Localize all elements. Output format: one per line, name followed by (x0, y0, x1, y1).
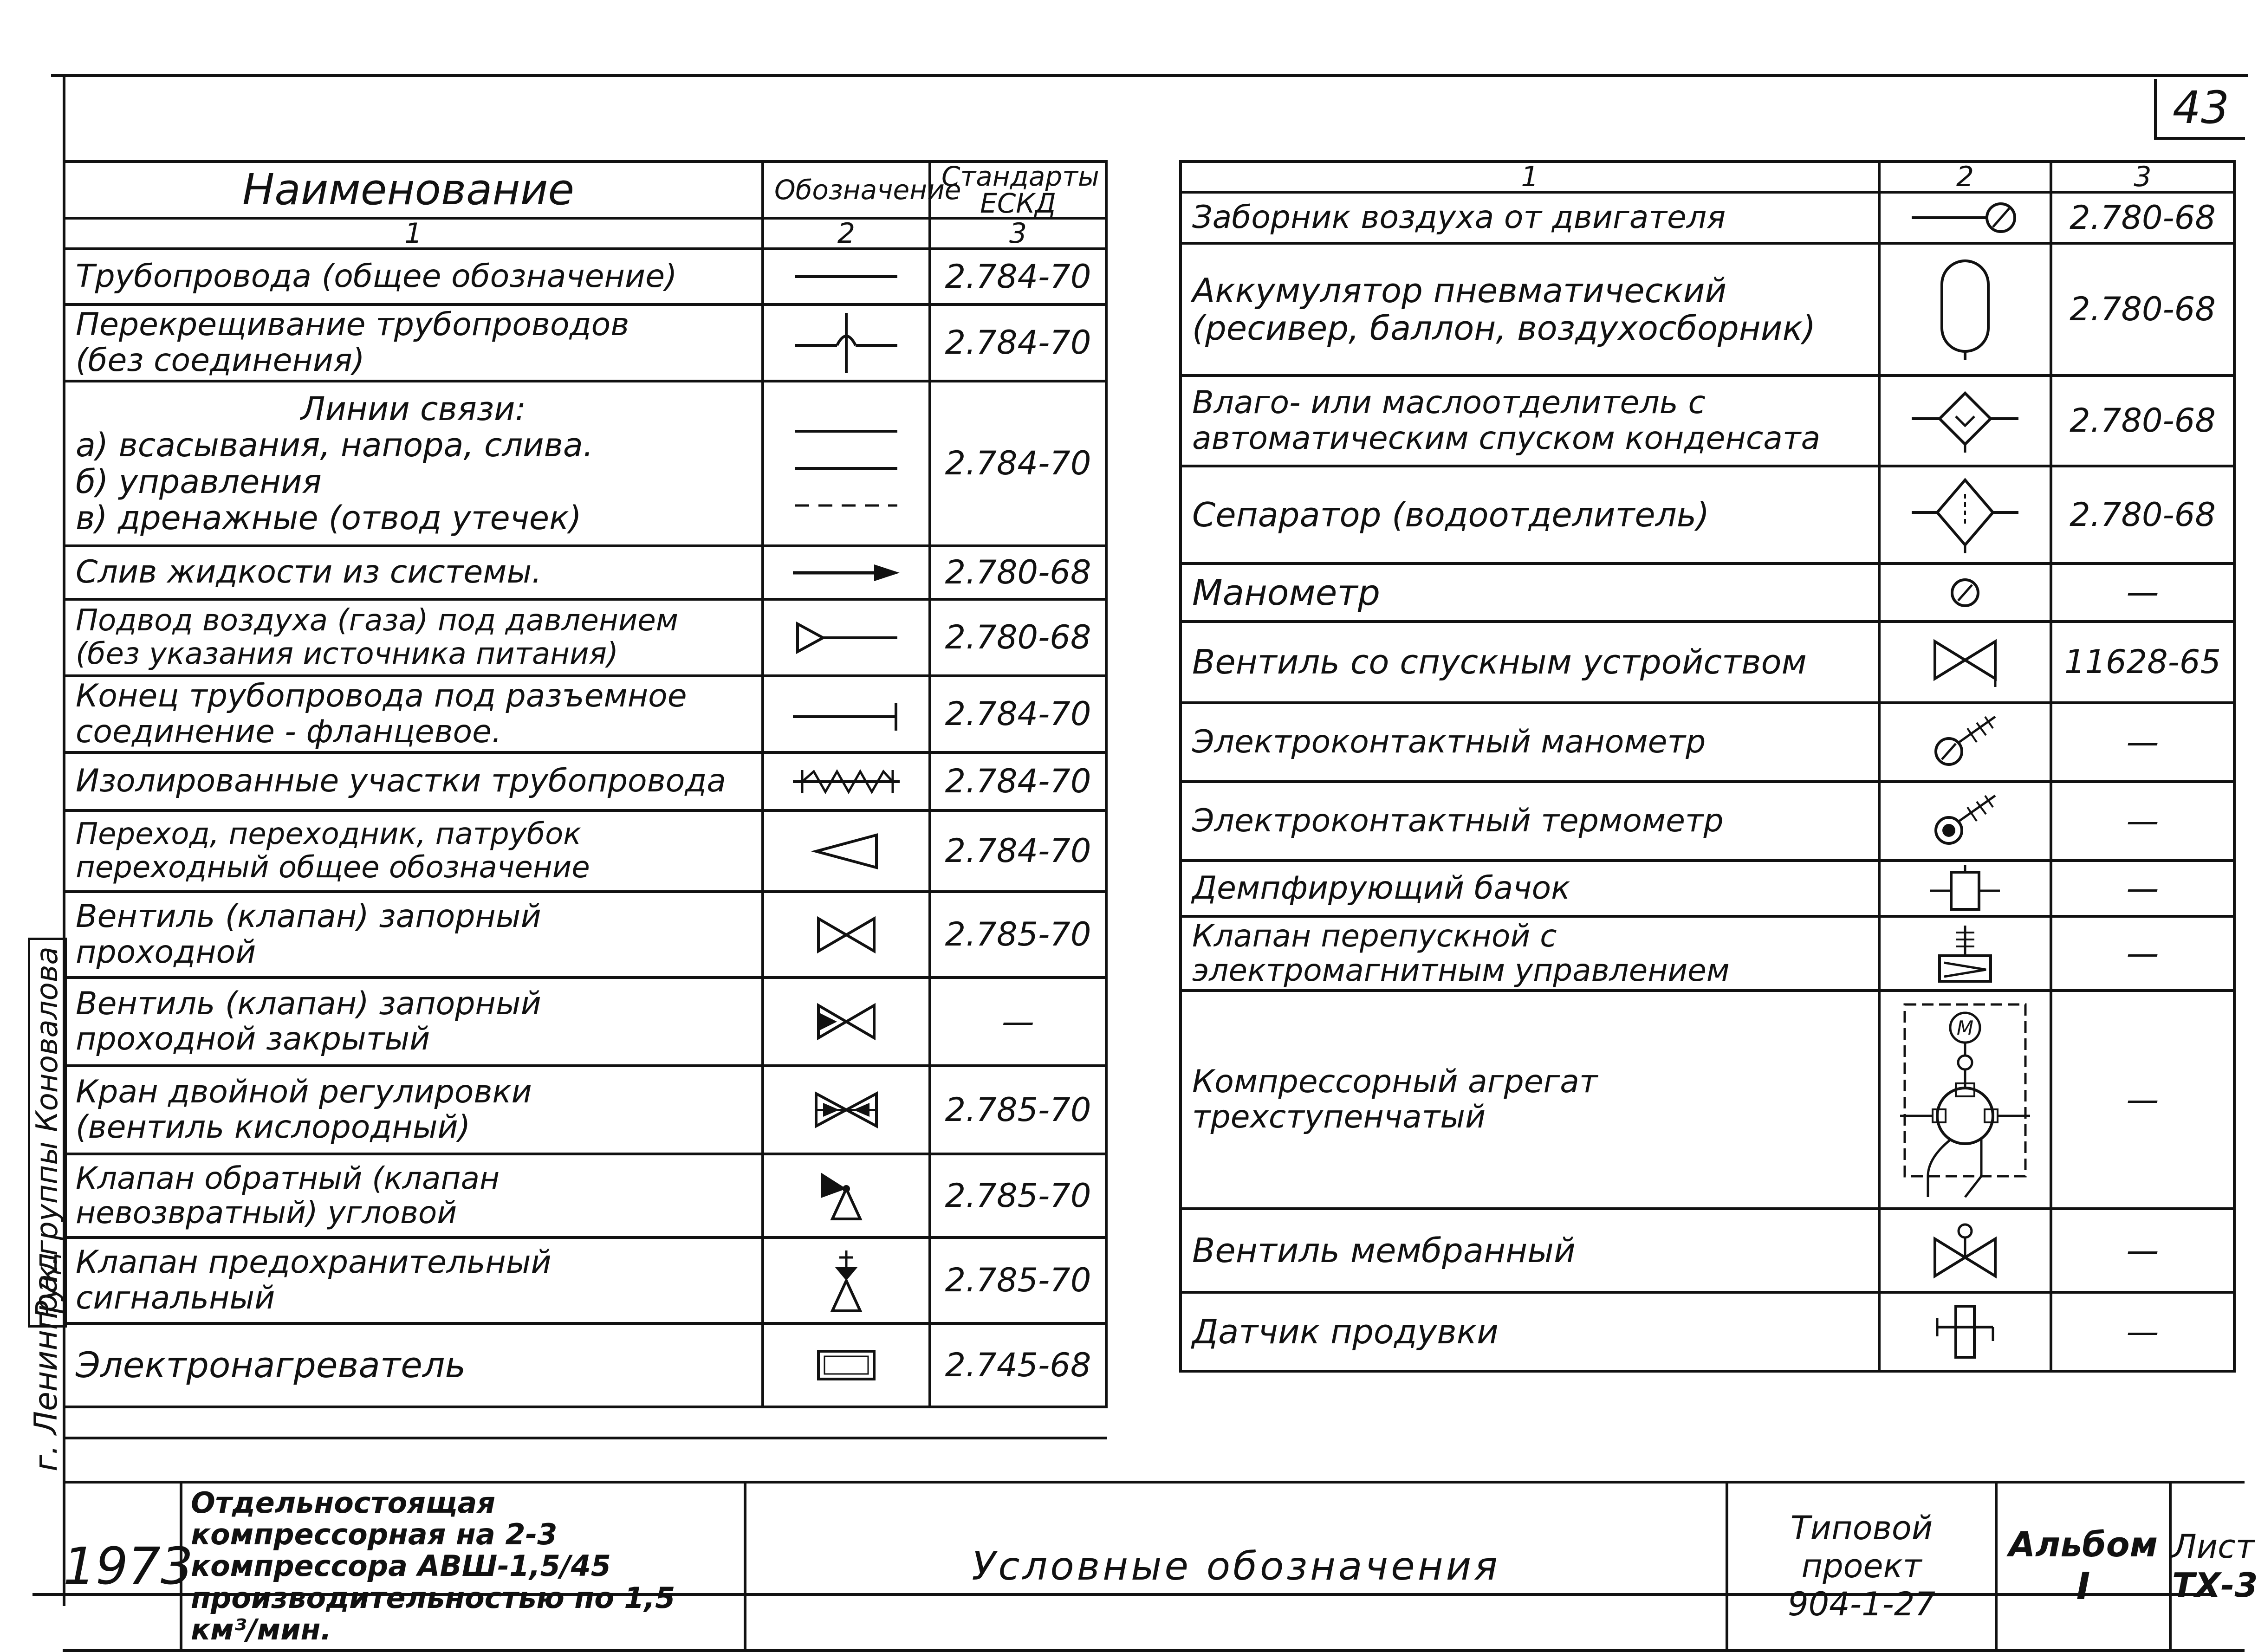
row-name: Клапан перепускной с электромагнитным управлением (1181, 916, 1879, 991)
table-row (64, 892, 1106, 978)
row-name: Слив жидкости из системы. (64, 546, 763, 599)
line-symbol (763, 249, 930, 304)
table-row (1181, 991, 2234, 1209)
album-number: I (2076, 1564, 2090, 1608)
row-standard: — (2051, 703, 2234, 782)
table-row (64, 1066, 1106, 1154)
stamp-typical-project (1727, 1482, 1996, 1651)
row-standard: 2.780-68 (2051, 376, 2234, 466)
valve-symbol (763, 892, 930, 978)
row-name: Переход, переходник, патрубок переходный общее обозначение (64, 810, 763, 892)
row-standard: — (2051, 1292, 2234, 1371)
intake-symbol (1879, 192, 2051, 243)
table-row (1181, 564, 2234, 622)
header-standard: Стандарты ЕСКД (930, 162, 1106, 218)
row-name: Сепаратор (водоотделитель) (1181, 466, 1879, 564)
row-name: Конец трубопровода под разъемное соединение - фланцевое. (64, 676, 763, 752)
name-line-c: в) дренажные (отвод утечек) (76, 499, 582, 537)
gauge-symbol (1879, 564, 2051, 622)
heater-symbol (763, 1323, 930, 1407)
table-row (1181, 192, 2234, 243)
colnum-2: 2 (1879, 162, 2051, 192)
stamp-sheet (2170, 1482, 2258, 1651)
row-standard: — (2051, 782, 2234, 861)
row-name (64, 381, 763, 546)
colnum-3: 3 (930, 218, 1106, 249)
stamp-title: Условные обозначения (745, 1482, 1727, 1651)
row-name: Влаго- или маслоотделитель с автоматическим спуском конденсата (1181, 376, 1879, 466)
row-name: Перекрещивание трубопроводов (без соединения) (64, 304, 763, 381)
typical-number: 904-1-27 (1788, 1585, 1935, 1624)
table-row (1181, 782, 2234, 861)
row-standard: 2.784-70 (930, 249, 1106, 304)
row-name: Вентиль (клапан) запорный проходной (64, 892, 763, 978)
separator-symbol (1879, 466, 2051, 564)
valve-closed-symbol (763, 978, 930, 1066)
row-standard: 2.784-70 (930, 304, 1106, 381)
name-line-b: б) управления (76, 462, 322, 501)
table-row (64, 978, 1106, 1066)
receiver-symbol (1879, 243, 2051, 376)
table-row (1181, 622, 2234, 703)
row-name: Демпфирующий бачок (1181, 861, 1879, 916)
right-colnum-row (1181, 162, 2234, 192)
colnum-1: 1 (1181, 162, 1879, 192)
table-row (1181, 1209, 2234, 1292)
header-symbol: Обозначение (763, 162, 930, 218)
row-name: Вентиль (клапан) запорный проходной закрытый (64, 978, 763, 1066)
valve-drain-symbol (1879, 622, 2051, 703)
safety-symbol (763, 1237, 930, 1323)
purge-symbol (1879, 1292, 2051, 1371)
row-standard: 2.785-70 (930, 892, 1106, 978)
title-block (63, 1481, 2258, 1652)
svg-text:M: M (1956, 1017, 1974, 1039)
row-standard: 2.780-68 (930, 599, 1106, 676)
crossing-symbol (763, 304, 930, 381)
table-row (64, 381, 1106, 546)
row-standard: 2.780-68 (2051, 192, 2234, 243)
row-name: Электронагреватель (64, 1323, 763, 1407)
row-name: Датчик продувки (1181, 1292, 1879, 1371)
el-gauge-symbol (1879, 703, 2051, 782)
row-name: Аккумулятор пневматический (ресивер, баллон, воздухосборник) (1181, 243, 1879, 376)
content-divider (63, 1437, 1107, 1439)
left-colnum-row (64, 218, 1106, 249)
row-standard: 2.785-70 (930, 1066, 1106, 1154)
table-row (64, 810, 1106, 892)
table-row (64, 1323, 1106, 1407)
stamp-album (1996, 1482, 2170, 1651)
row-name: Кран двойной регулировки (вентиль кислородный) (64, 1066, 763, 1154)
colnum-2: 2 (763, 218, 930, 249)
row-name: Заборник воздуха от двигателя (1181, 192, 1879, 243)
row-name: Подвод воздуха (газа) под давлением (без указания источника питания) (64, 599, 763, 676)
row-name: Клапан предохранительный сигнальный (64, 1237, 763, 1323)
table-row (64, 676, 1106, 752)
left-header-row (64, 162, 1106, 218)
row-name: Электроконтактный термометр (1181, 782, 1879, 861)
stamp-year: 1973 (63, 1482, 181, 1651)
row-standard: 2.784-70 (930, 752, 1106, 810)
membrane-symbol (1879, 1209, 2051, 1292)
table-row (1181, 861, 2234, 916)
compressor-symbol (1879, 991, 2051, 1209)
left-symbols-table (63, 160, 1108, 1408)
colnum-1: 1 (64, 218, 763, 249)
row-name: Манометр (1181, 564, 1879, 622)
table-row (1181, 376, 2234, 466)
row-name: Вентиль со спускным устройством (1181, 622, 1879, 703)
sheet-label: Лист (2172, 1528, 2255, 1566)
row-name: Компрессорный агрегат трехступенчатый (1181, 991, 1879, 1209)
row-name: Клапан обратный (клапан невозвратный) угловой (64, 1154, 763, 1237)
header-name: Наименование (64, 162, 763, 218)
row-standard: 2.780-68 (930, 546, 1106, 599)
table-row (64, 599, 1106, 676)
lines3-symbol (763, 381, 930, 546)
row-name: Трубопровода (общее обозначение) (64, 249, 763, 304)
row-standard: 2.784-70 (930, 676, 1106, 752)
frame-top-border (51, 74, 2248, 77)
name-line-a: а) всасывания, напора, слива. (76, 426, 594, 465)
el-thermo-symbol (1879, 782, 2051, 861)
separator-auto-symbol (1879, 376, 2051, 466)
typical-label: Типовой проект (1790, 1509, 1933, 1586)
name-title: Линии связи: (300, 389, 526, 428)
row-standard: — (2051, 1209, 2234, 1292)
table-row (64, 304, 1106, 381)
table-row (64, 546, 1106, 599)
colnum-3: 3 (2051, 162, 2234, 192)
table-row (1181, 243, 2234, 376)
album-label: Альбом (2008, 1524, 2158, 1565)
table-row (64, 249, 1106, 304)
row-standard: 2.784-70 (930, 810, 1106, 892)
row-standard: — (2051, 861, 2234, 916)
table-row (64, 752, 1106, 810)
row-standard: 2.784-70 (930, 381, 1106, 546)
table-row (64, 1154, 1106, 1237)
row-standard: 11628-65 (2051, 622, 2234, 703)
row-standard: 2.780-68 (2051, 466, 2234, 564)
row-standard: 2.785-70 (930, 1237, 1106, 1323)
reducer-symbol (763, 810, 930, 892)
stamp-project-description: Отдельностоящая компрессорная на 2-3 компрессора АВШ-1,5/45 производительностью по 1,5 км³/мин. (181, 1482, 745, 1651)
row-standard: — (2051, 991, 2234, 1209)
damper-symbol (1879, 861, 2051, 916)
triangle-line-symbol (763, 599, 930, 676)
row-name: Электроконтактный манометр (1181, 703, 1879, 782)
row-standard: 2.745-68 (930, 1323, 1106, 1407)
row-standard: 2.785-70 (930, 1154, 1106, 1237)
table-row (1181, 1292, 2234, 1371)
right-symbols-table (1179, 160, 2236, 1373)
row-standard: 2.780-68 (2051, 243, 2234, 376)
table-row (64, 1237, 1106, 1323)
table-row (1181, 916, 2234, 991)
arrow-symbol (763, 546, 930, 599)
check-angle-symbol (763, 1154, 930, 1237)
side-label-city: г. Ленинград (28, 1252, 65, 1471)
flange-end-symbol (763, 676, 930, 752)
side-label-group: Рук.группы Коновалова (28, 938, 67, 1328)
sheet-number: ТХ-3 (2172, 1566, 2258, 1605)
insulated-symbol (763, 752, 930, 810)
bypass-symbol (1879, 916, 2051, 991)
row-standard: — (2051, 916, 2234, 991)
row-name: Изолированные участки трубопровода (64, 752, 763, 810)
row-standard: — (2051, 564, 2234, 622)
table-row (1181, 466, 2234, 564)
table-row (1181, 703, 2234, 782)
valve-double-symbol (763, 1066, 930, 1154)
row-standard: — (930, 978, 1106, 1066)
page-number: 43 (2154, 79, 2245, 140)
row-name: Вентиль мембранный (1181, 1209, 1879, 1292)
